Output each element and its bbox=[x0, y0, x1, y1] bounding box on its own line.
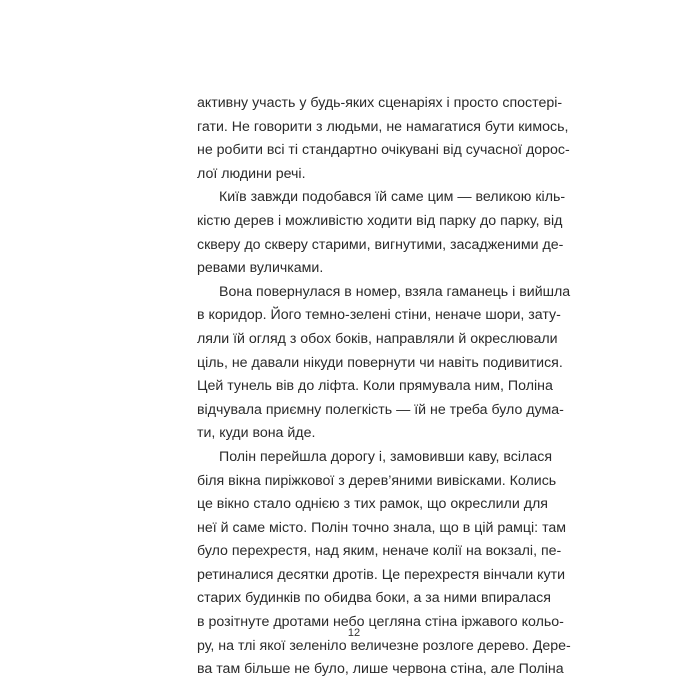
text-line: відчувала приємну полегкість — їй не треба було дума- bbox=[197, 401, 564, 418]
text-line: ціль, не давали нікуди повернути чи навіть подивитися. bbox=[197, 354, 563, 371]
text-line: ревами вуличками. bbox=[197, 260, 324, 277]
text-line: лої людини речі. bbox=[197, 165, 306, 182]
text-line: ти, куди вона йде. bbox=[197, 425, 316, 442]
text-line: Київ завжди подобався їй саме цим — великою кіль- bbox=[219, 189, 566, 206]
text-line: кістю дерев і можливістю ходити від парку до парку, від bbox=[197, 212, 563, 229]
text-line: це вікно стало однією з тих рамок, що окреслили для bbox=[197, 496, 548, 513]
text-line: в коридор. Його темно-зелені стіни, неначе шори, зату- bbox=[197, 307, 561, 324]
text-line: активну участь у будь-яких сценаріях і просто спостері- bbox=[197, 95, 563, 111]
page-number: 12 bbox=[347, 627, 361, 639]
text-line: Полін перейшла дорогу і, замовивши каву, всілася bbox=[219, 448, 552, 465]
text-line: Цей тунель вів до ліфта. Коли прямувала ним, Поліна bbox=[197, 378, 553, 395]
text-line: Вона повернулася в номер, взяла гаманець і вийшла bbox=[219, 283, 571, 300]
body-text bbox=[197, 92, 571, 682]
text-line: біля вікна пиріжкової з дерев’яними вивісками. Колись bbox=[197, 472, 557, 489]
text-line: старих будинків по обидва боки, а за ними впиралася bbox=[197, 590, 551, 607]
text-line: ва там більше не було, лише червона стіна, але Поліна bbox=[197, 661, 564, 678]
text-line: гати. Не говорити з людьми, не намагатися бути кимось, bbox=[197, 118, 569, 135]
text-line: в розітнуте дротами небо цегляна стіна іржавого кольо- bbox=[197, 614, 564, 631]
text-line: ретиналися десятки дротів. Це перехрестя вінчали кути bbox=[197, 566, 566, 583]
text-line: ру, на тлі якої зеленіло величезне розлоге дерево. Дере- bbox=[197, 637, 571, 654]
text-line: було перехрестя, над яким, неначе колії на вокзалі, пе- bbox=[197, 543, 562, 560]
text-line: скверу до скверу старими, вигнутими, засадженими де- bbox=[197, 236, 564, 253]
text-line: не робити всі ті стандартно очікувані від сучасної дорос- bbox=[197, 142, 570, 159]
text-line: ляли їй огляд з обох боків, направляли й окреслювали bbox=[197, 330, 558, 347]
text-line: неї й саме місто. Полін точно знала, що в цій рамці: там bbox=[197, 519, 567, 536]
